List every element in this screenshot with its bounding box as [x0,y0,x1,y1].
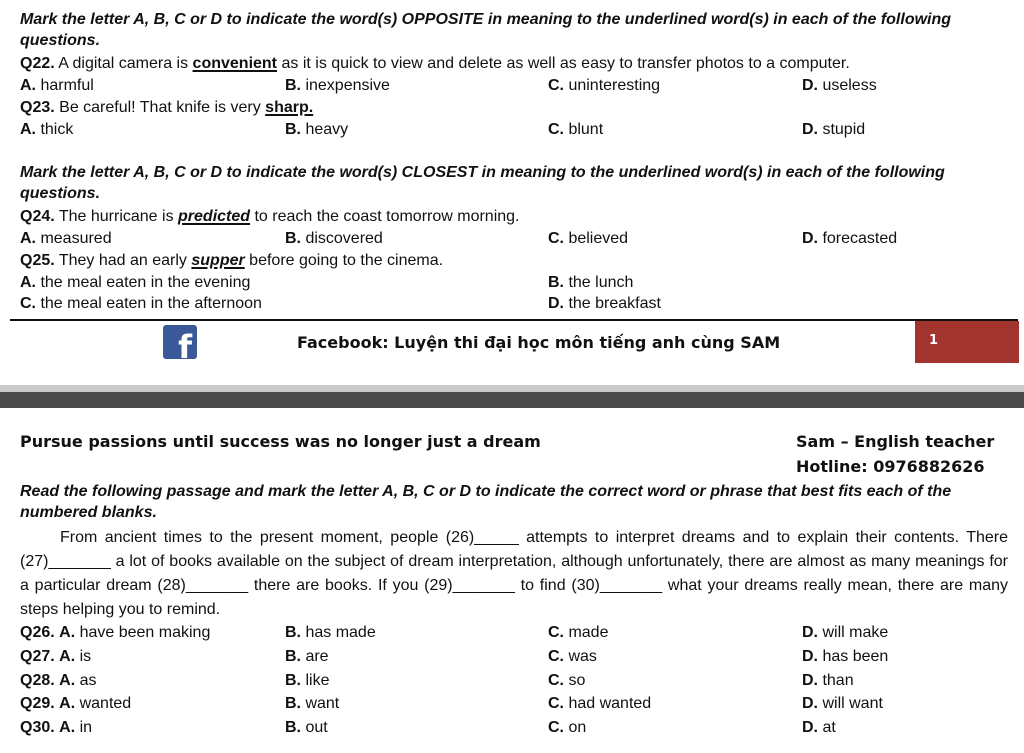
question-24 [20,207,520,227]
option-b[interactable]: B. want [285,695,340,712]
option-a[interactable]: A. the meal eaten in the evening [20,274,251,291]
option-b[interactable]: B. has made [285,624,376,641]
option-a[interactable]: Q28. A. as [20,672,97,689]
option-d[interactable]: D. useless [802,77,877,94]
page-gap-light [0,385,1024,392]
hotline: Hotline: 0976882626 [796,457,985,476]
option-d[interactable]: D. will make [802,624,889,641]
option-d[interactable]: D. at [802,719,836,736]
underlined-word: convenient [192,55,278,72]
option-c[interactable]: C. uninteresting [548,77,661,94]
underlined-word: predicted [178,208,251,225]
option-c[interactable]: C. was [548,648,597,665]
question-text-pre: Be careful! That knife is very [59,99,261,116]
question-number: Q23. [20,99,55,116]
option-b[interactable]: B. like [285,672,330,689]
option-c[interactable]: C. so [548,672,586,689]
question-number: Q24. [20,208,55,225]
option-a[interactable]: Q27. A. is [20,648,92,665]
instruction-closest: Mark the letter A, B, C or D to indicate the word(s) CLOSEST in meaning to the underlined word(s) in each of the following questions. [20,164,945,202]
option-b[interactable]: B. the lunch [548,274,634,291]
option-a[interactable]: A. thick [20,121,74,138]
question-text-pre: A digital camera is [58,55,189,72]
option-c[interactable]: C. had wanted [548,695,652,712]
option-d[interactable]: D. will want [802,695,883,712]
footer-divider [10,319,1018,321]
question-22 [20,54,850,74]
underlined-word: sharp. [265,99,314,116]
facebook-icon[interactable]: f [163,325,197,359]
option-b[interactable]: B. heavy [285,121,349,138]
underlined-word: supper [191,252,245,269]
option-a[interactable]: Q30. A. in [20,719,93,736]
option-c[interactable]: C. blunt [548,121,604,138]
passage-text: From ancient times to the present moment, people (26)_____ attempts to interpret dreams and to explain their contents. There (27)_______ a lot of books available on the subject of dream interpretation, although unfortunately, there are almost as many meanings for a particular dream (28)_______ there are books. If you (29)_______ to find (30)_______ what your dreams really mean, there are many steps helping you to remind. [20,529,1008,618]
question-number: Q25. [20,252,55,269]
option-d[interactable]: D. forecasted [802,230,898,247]
question-25 [20,251,443,271]
question-text-post: before going to the cinema. [249,252,444,269]
question-number: Q22. [20,55,55,72]
option-d[interactable]: D. than [802,672,854,689]
option-b[interactable]: B. inexpensive [285,77,390,94]
instruction-opposite: Mark the letter A, B, C or D to indicate the word(s) OPPOSITE in meaning to the underlined word(s) in each of the following questions. [20,11,952,49]
option-d[interactable]: D. stupid [802,121,866,138]
reading-passage [20,526,1008,622]
option-b[interactable]: B. out [285,719,328,736]
option-d[interactable]: D. the breakfast [548,295,661,312]
option-a[interactable]: A. measured [20,230,112,247]
page-gap [0,392,1024,408]
page-number: 1 [929,333,939,348]
question-text-post: as it is quick to view and delete as well as easy to transfer photos to a computer. [281,55,850,72]
option-a[interactable]: A. harmful [20,77,94,94]
option-c[interactable]: C. believed [548,230,629,247]
page-number-badge [915,321,1019,363]
slogan: Pursue passions until success was no longer just a dream [20,432,541,451]
option-b[interactable]: B. are [285,648,329,665]
instruction-passage: Read the following passage and mark the letter A, B, C or D to indicate the correct word or phrase that best fits each of the numbered blanks. [20,483,952,521]
author: Sam – English teacher [796,432,995,451]
option-b[interactable]: B. discovered [285,230,383,247]
option-c[interactable]: C. on [548,719,587,736]
option-a[interactable]: Q29. A. wanted [20,695,132,712]
question-23 [20,98,313,118]
footer-facebook-text[interactable]: Facebook: Luyện thi đại học môn tiếng anh cùng SAM [297,333,781,352]
option-d[interactable]: D. has been [802,648,889,665]
option-c[interactable]: C. made [548,624,609,641]
option-c[interactable]: C. the meal eaten in the afternoon [20,295,262,312]
question-text-post: to reach the coast tomorrow morning. [254,208,520,225]
option-a[interactable]: Q26. A. have been making [20,624,211,641]
question-text-pre: They had an early [58,252,187,269]
question-text-pre: The hurricane is [58,208,174,225]
